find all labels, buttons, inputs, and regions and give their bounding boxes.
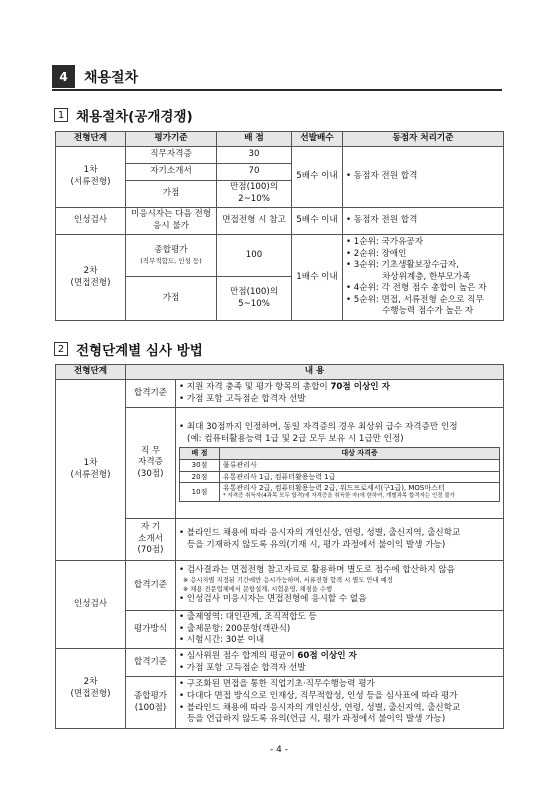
tie-cell-1: • 동점자 전원 합격 bbox=[343, 147, 504, 208]
score-aptitude: 면접전형 시 참고 bbox=[217, 208, 292, 235]
stage-cell-1: 1차 (서류전형) bbox=[56, 147, 126, 208]
table-header-row bbox=[56, 365, 504, 380]
stage-cell-1: 1차 (서류전형) bbox=[56, 380, 126, 561]
criteria-bonus-1: 가점 bbox=[126, 181, 217, 208]
subsection-number-1: 1 bbox=[54, 108, 68, 122]
table-row bbox=[56, 235, 504, 277]
score-bonus-2: 만점(100)의 5~10% bbox=[217, 277, 292, 321]
label-method: 평가방식 bbox=[126, 611, 176, 649]
label-pass-1: 합격기준 bbox=[126, 380, 176, 408]
section-header bbox=[52, 65, 138, 88]
table-row bbox=[56, 380, 504, 408]
stage-cell-aptitude: 인성검사 bbox=[56, 561, 126, 649]
section-divider bbox=[52, 89, 502, 91]
criteria-bonus-2: 가점 bbox=[126, 277, 217, 321]
nested-header-row bbox=[180, 448, 500, 460]
content-pass-aptitude: • 검사결과는 면접전형 참고자료로 활용하며 별도로 점수에 합산하지 않음 ※ 응시자별 지정된 기간에만 응시가능하며, 서류전형 합격 시 별도 안내 예정 ※ 채용 전문업체에서 문항설계, 시험운영, 채점을 수행 • 인성검사 미응시자는 면접전형에 응시할 수 없음 bbox=[176, 561, 504, 611]
score-intro: 70 bbox=[217, 164, 292, 181]
multiple-aptitude: 5배수 이내 bbox=[292, 208, 343, 235]
section-number: 4 bbox=[52, 65, 75, 88]
table-row: 20점 유통관리사 1급, 컴퓨터활용능력 1급 bbox=[180, 471, 500, 483]
tie-cell-2: • 1순위: 국가유공자 • 2순위: 장애인 • 3순위: 기초생활보장수급자, 차상위계층, 한부모가족 • 4순위: 각 전형 점수 총합이 높은 자 • 5순위: 면접, 서류전형 순으로 직무 수행능력 점수가 높은 자 bbox=[343, 235, 504, 321]
table-row bbox=[56, 649, 504, 677]
content-method: • 출제영역: 대인관계, 조직적합도 등 • 출제문항: 200문항(객관식) • 시험시간: 30분 이내 bbox=[176, 611, 504, 649]
tie-aptitude: • 동점자 전원 합격 bbox=[343, 208, 504, 235]
subsection-number-2: 2 bbox=[54, 342, 68, 356]
stage-cell-2: 2차 (면접전형) bbox=[56, 649, 126, 729]
subsection-title-2 bbox=[54, 340, 203, 358]
header-stage: 전형단계 bbox=[56, 365, 126, 380]
content-total: • 구조화된 면접을 통한 직업기초·직무수행능력 평가 • 다대다 면접 방식으로 인재상, 직무적합성, 인성 등을 심사표에 따라 평가 • 블라인드 채용에 따라 응시자의 개인신상, 연령, 성별, 출신지역, 출신학교 등을 언급하지 않도록 유의(언급 시, 평가 과정에서 불이익 발생 가능) bbox=[176, 677, 504, 729]
score-total: 100 bbox=[217, 235, 292, 277]
stage-cell-aptitude: 인성검사 bbox=[56, 208, 126, 235]
section-title: 채용절차 bbox=[84, 69, 139, 86]
table-row bbox=[56, 208, 504, 235]
page-number: - 4 - bbox=[270, 745, 288, 755]
header-multiple: 선발배수 bbox=[292, 132, 343, 147]
content-pass-1: • 지원 자격 충족 및 평가 항목의 총합이 70점 이상인 자 • 가점 포함 고득점순 합격자 선발 bbox=[176, 380, 504, 408]
recruitment-process-table bbox=[55, 131, 504, 321]
cert-score-table bbox=[179, 447, 500, 502]
subsection-title-2-text: 전형단계별 심사 방법 bbox=[76, 343, 203, 359]
table-row bbox=[56, 561, 504, 611]
criteria-aptitude: 미응시자는 다음 전형 응시 불가 bbox=[126, 208, 217, 235]
score-cert: 30 bbox=[217, 147, 292, 164]
header-score: 배 점 bbox=[217, 132, 292, 147]
multiple-cell-2: 1배수 이내 bbox=[292, 235, 343, 321]
table-row: 10점 유통관리사 2급, 컴퓨터활용능력 2급, 워드프로세서(구1급), MOS마스터 * 자격증 취득자(4과목 모두 합격)에 자격증을 취득한 자(에 한하여, 개별과목 합격자는 인정 불가 bbox=[180, 483, 500, 502]
header-criteria: 평가기준 bbox=[126, 132, 217, 147]
header-content: 내 용 bbox=[126, 365, 504, 380]
label-pass-2: 합격기준 bbox=[126, 649, 176, 677]
content-intro: • 블라인드 채용에 따라 응시자의 개인신상, 연령, 성별, 출신지역, 출신학교 등을 기재하지 않도록 유의(기재 시, 평가 과정에서 불이익 발생 가능) bbox=[176, 519, 504, 561]
label-total: 종합평가 (100점) bbox=[126, 677, 176, 729]
nested-header-cert: 대상 자격증 bbox=[220, 448, 500, 460]
label-pass-aptitude: 합격기준 bbox=[126, 561, 176, 611]
screening-method-table bbox=[55, 364, 504, 729]
multiple-cell-1: 5배수 이내 bbox=[292, 147, 343, 208]
criteria-cert: 직무자격증 bbox=[126, 147, 217, 164]
criteria-intro: 자기소개서 bbox=[126, 164, 217, 181]
table-row: 30점 물류관리사 bbox=[180, 459, 500, 471]
table-row bbox=[56, 147, 504, 164]
nested-header-score: 배 점 bbox=[180, 448, 220, 460]
label-cert: 직 무 자격증 (30점) bbox=[126, 408, 176, 519]
subsection-title-1-text: 채용절차(공개경쟁) bbox=[76, 109, 193, 125]
header-tie-rule: 동점자 처리기준 bbox=[343, 132, 504, 147]
content-pass-2: • 심사위원 점수 합계의 평균이 60점 이상인 자 • 가점 포함 고득점순 합격자 선발 bbox=[176, 649, 504, 677]
content-cert: • 최대 30점까지 인정하며, 동일 자격증의 경우 최상위 급수 자격증만 인정 (예: 컴퓨터활용능력 1급 및 2급 모두 보유 시 1급만 인정) 배 점 대상 자격증 30점 물류관리사 20점 유통관리사 1급, 컴퓨터활용능력 1급 10점 유통관리사 2급, 컴퓨터활용능력 2급, 워드프로세서(구1급), MOS마스터 * 자격증 취득자(4과목 모두 합격)에 자격증을 취득한 자(에 한하여, 개별과목 합격자는 인정 불가 bbox=[176, 408, 504, 519]
header-stage: 전형단계 bbox=[56, 132, 126, 147]
score-bonus-1: 만점(100)의 2~10% bbox=[217, 181, 292, 208]
criteria-total: 종합평가 (직무적합도, 인성 등) bbox=[126, 235, 217, 277]
stage-cell-2: 2차 (면접전형) bbox=[56, 235, 126, 321]
subsection-title-1 bbox=[54, 106, 193, 124]
table-header-row bbox=[56, 132, 504, 147]
label-intro: 자 기 소개서 (70점) bbox=[126, 519, 176, 561]
